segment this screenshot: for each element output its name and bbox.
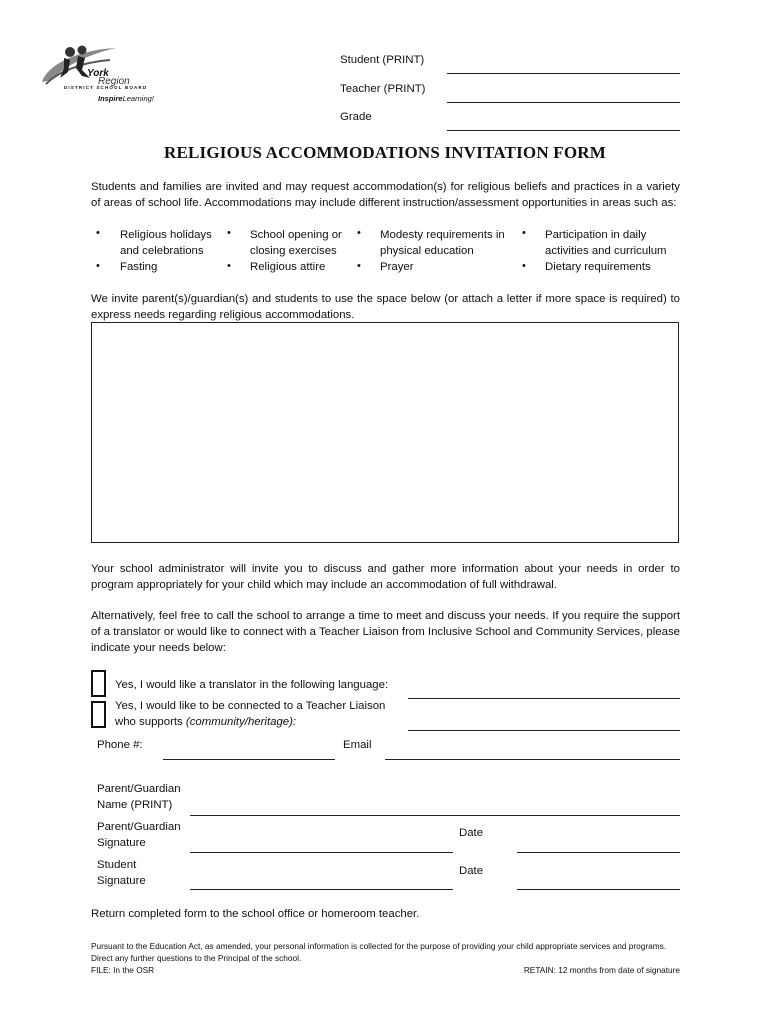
grade-field[interactable] <box>447 130 680 131</box>
parent-date-field[interactable] <box>517 852 680 853</box>
logo-board-name: DISTRICT SCHOOL BOARD <box>64 85 148 90</box>
email-label: Email <box>343 739 372 751</box>
email-field[interactable] <box>385 759 680 760</box>
area-prayer: Prayer <box>380 261 414 273</box>
bullet-icon: • <box>96 227 100 239</box>
area-school-opening: School opening or closing exercises <box>250 229 342 257</box>
liaison-community-field[interactable] <box>408 730 680 731</box>
needs-text-area[interactable] <box>91 322 679 543</box>
area-dietary: Dietary requirements <box>545 261 651 273</box>
teacher-print-label: Teacher (PRINT) <box>340 83 426 95</box>
area-religious-holidays: Religious holidays and celebrations <box>120 229 212 257</box>
liaison-option-label-1: Yes, I would like to be connected to a Teacher Liaison <box>115 700 386 712</box>
file-note: FILE: In the OSR <box>91 965 155 975</box>
parent-signature-label: Parent/Guardian Signature <box>97 821 181 849</box>
teacher-liaison-checkbox[interactable] <box>91 701 106 728</box>
translator-checkbox[interactable] <box>91 670 106 697</box>
parent-date-label: Date <box>459 827 484 839</box>
bullet-icon: • <box>522 227 526 239</box>
parent-name-label: Parent/Guardian Name (PRINT) <box>97 783 181 811</box>
area-fasting: Fasting <box>120 261 158 273</box>
intro-paragraph: Students and families are invited and may request accommodation(s) for religious beliefs and practices in a variety of areas of school life. Accommodations may include different instruction/assessment opportunities in areas such as: <box>91 181 680 209</box>
bullet-icon: • <box>227 227 231 239</box>
parent-name-field[interactable] <box>190 815 680 816</box>
translator-language-field[interactable] <box>408 698 680 699</box>
phone-label: Phone #: <box>97 739 143 751</box>
logo-york: York <box>87 68 109 79</box>
student-print-label: Student (PRINT) <box>340 54 425 66</box>
liaison-option-label-2: who supports (community/heritage): <box>115 716 297 728</box>
grade-label: Grade <box>340 111 372 123</box>
bullet-icon: • <box>357 227 361 239</box>
phone-field[interactable] <box>163 759 335 760</box>
bullet-icon: • <box>357 260 361 272</box>
form-title: RELIGIOUS ACCOMMODATIONS INVITATION FORM <box>163 143 606 162</box>
student-print-field[interactable] <box>447 73 680 74</box>
alternative-paragraph: Alternatively, feel free to call the school to arrange a time to meet and discuss your needs. If you require the support of a translator or would like to connect with a Teacher Liaison from Inclusive School and Community Services, please indicate your needs below: <box>91 610 680 654</box>
student-signature-field[interactable] <box>190 889 453 890</box>
retain-note: RETAIN: 12 months from date of signature <box>523 965 680 975</box>
invite-paragraph: We invite parent(s)/guardian(s) and students to use the space below (or attach a letter if more space is required) to express needs regarding religious accommodations. <box>91 293 680 321</box>
student-signature-label: Student Signature <box>97 859 146 887</box>
bullet-icon: • <box>227 260 231 272</box>
student-date-field[interactable] <box>517 889 680 890</box>
bullet-icon: • <box>96 260 100 272</box>
area-modesty: Modesty requirements in physical education <box>380 229 505 257</box>
privacy-notice: Pursuant to the Education Act, as amended, your personal information is collected for the purpose of providing your child appropriate services and programs. Direct any further questions to the Principal of the school. <box>91 941 667 963</box>
teacher-print-field[interactable] <box>447 102 680 103</box>
logo-region: Region <box>98 76 130 87</box>
admin-paragraph: Your school administrator will invite you to discuss and gather more information about your needs in order to program appropriately for your child which may include an accommodation of full withdrawal. <box>91 563 680 591</box>
translator-option-label: Yes, I would like a translator in the following language: <box>115 679 389 691</box>
student-date-label: Date <box>459 865 484 877</box>
school-board-logo <box>38 42 163 112</box>
parent-signature-field[interactable] <box>190 852 453 853</box>
bullet-icon: • <box>522 260 526 272</box>
area-religious-attire: Religious attire <box>250 261 326 273</box>
area-participation: Participation in daily activities and curriculum <box>545 229 667 257</box>
return-instructions: Return completed form to the school office or homeroom teacher. <box>91 908 420 920</box>
logo-tagline: InspireLearning! <box>98 94 154 103</box>
